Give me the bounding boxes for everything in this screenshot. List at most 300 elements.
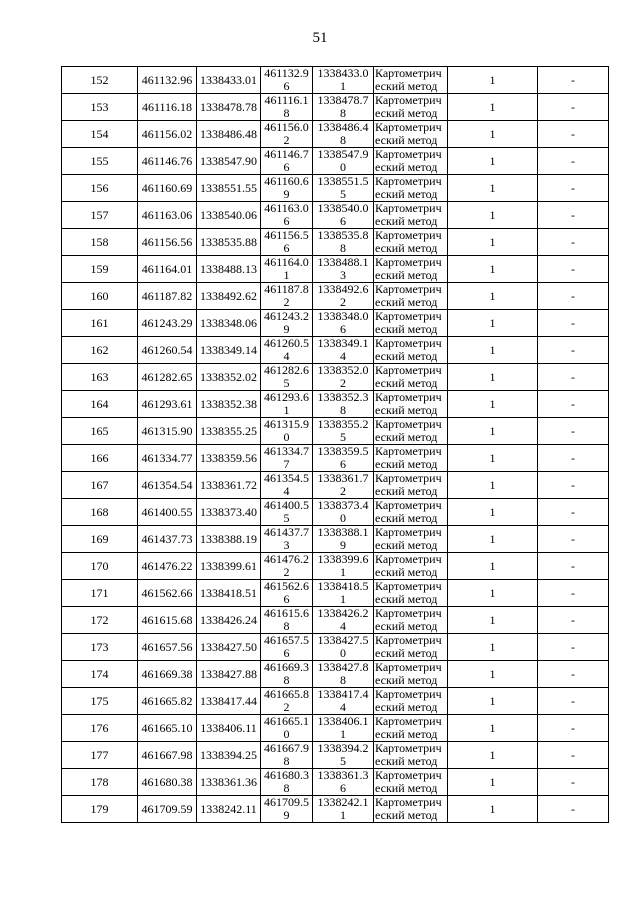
y-wrapped-line2: 9 <box>340 538 346 552</box>
x-coordinate-wrapped-cell <box>261 769 313 796</box>
method-cell <box>374 769 448 796</box>
point-number-cell: 157 <box>62 202 138 229</box>
y-coordinate-cell: 1338359.56 <box>197 445 261 472</box>
y-wrapped-line2: 1 <box>340 727 346 741</box>
method-line1: Картометрич <box>375 445 442 458</box>
table-row <box>62 121 609 148</box>
point-number-cell: 175 <box>62 688 138 715</box>
x-coordinate-cell: 461160.69 <box>138 175 197 202</box>
table-row <box>62 742 609 769</box>
y-wrapped-line1: 1338418.5 <box>317 580 369 593</box>
method-line1: Картометрич <box>375 715 442 728</box>
method-line2: еский метод <box>375 322 438 336</box>
note-cell: - <box>538 445 609 472</box>
y-coordinate-wrapped-cell <box>313 229 374 256</box>
y-wrapped-line1: 1338547.9 <box>317 148 369 161</box>
accuracy-cell: 1 <box>448 418 538 445</box>
x-wrapped-line2: 4 <box>283 484 290 498</box>
x-coordinate-cell: 461437.73 <box>138 526 197 553</box>
method-line1: Картометрич <box>375 661 442 674</box>
table-row <box>62 94 609 121</box>
note-cell: - <box>538 607 609 634</box>
y-coordinate-cell: 1338349.14 <box>197 337 261 364</box>
accuracy-cell: 1 <box>448 796 538 823</box>
y-wrapped-line1: 1338427.8 <box>317 661 369 674</box>
method-line2: еский метод <box>375 457 438 471</box>
x-coordinate-wrapped-cell <box>261 526 313 553</box>
method-line1: Картометрич <box>375 337 442 350</box>
point-number-cell: 156 <box>62 175 138 202</box>
y-wrapped-line2: 5 <box>340 187 346 201</box>
y-coordinate-wrapped-cell <box>313 715 374 742</box>
point-number-cell: 163 <box>62 364 138 391</box>
x-wrapped-line2: 5 <box>283 376 290 390</box>
y-wrapped-line2: 1 <box>340 592 346 606</box>
method-line1: Картометрич <box>375 229 442 242</box>
x-coordinate-cell: 461709.59 <box>138 796 197 823</box>
note-cell: - <box>538 148 609 175</box>
method-line1: Картометрич <box>375 148 442 161</box>
table-row <box>62 310 609 337</box>
y-coordinate-wrapped-cell <box>313 796 374 823</box>
note-cell: - <box>538 580 609 607</box>
method-line2: еский метод <box>375 511 438 525</box>
x-coordinate-cell: 461282.65 <box>138 364 197 391</box>
y-wrapped-line1: 1338426.2 <box>317 607 369 620</box>
method-cell <box>374 526 448 553</box>
x-coordinate-cell: 461116.18 <box>138 94 197 121</box>
y-coordinate-cell: 1338399.61 <box>197 553 261 580</box>
y-wrapped-line2: 4 <box>340 349 346 363</box>
y-coordinate-cell: 1338242.11 <box>197 796 261 823</box>
method-cell <box>374 94 448 121</box>
note-cell: - <box>538 67 609 94</box>
method-line1: Картометрич <box>375 580 442 593</box>
y-wrapped-line1: 1338540.0 <box>317 202 369 215</box>
x-coordinate-cell: 461260.54 <box>138 337 197 364</box>
x-coordinate-wrapped-cell <box>261 175 313 202</box>
x-wrapped-line1: 461657.5 <box>264 634 309 647</box>
method-line2: еский метод <box>375 133 438 147</box>
note-cell: - <box>538 310 609 337</box>
y-wrapped-line1: 1338399.6 <box>317 553 369 566</box>
y-wrapped-line1: 1338242.1 <box>317 796 369 809</box>
y-coordinate-cell: 1338540.06 <box>197 202 261 229</box>
x-wrapped-line1: 461400.5 <box>264 499 309 512</box>
y-coordinate-wrapped-cell <box>313 391 374 418</box>
x-coordinate-wrapped-cell <box>261 391 313 418</box>
method-line1: Картометрич <box>375 472 442 485</box>
x-coordinate-cell: 461354.54 <box>138 472 197 499</box>
x-wrapped-line1: 461615.6 <box>264 607 309 620</box>
x-wrapped-line1: 461160.6 <box>264 175 309 188</box>
x-coordinate-wrapped-cell <box>261 337 313 364</box>
y-wrapped-line1: 1338361.3 <box>317 769 369 782</box>
note-cell: - <box>538 337 609 364</box>
method-line1: Картометрич <box>375 391 442 404</box>
note-cell: - <box>538 364 609 391</box>
y-wrapped-line2: 0 <box>340 511 346 525</box>
y-coordinate-cell: 1338535.88 <box>197 229 261 256</box>
note-cell: - <box>538 418 609 445</box>
table-row <box>62 67 609 94</box>
x-coordinate-wrapped-cell <box>261 796 313 823</box>
x-wrapped-line1: 461146.7 <box>264 148 309 161</box>
y-coordinate-cell: 1338388.19 <box>197 526 261 553</box>
x-coordinate-wrapped-cell <box>261 94 313 121</box>
point-number-cell: 179 <box>62 796 138 823</box>
x-wrapped-line2: 0 <box>283 727 290 741</box>
method-line2: еский метод <box>375 781 438 795</box>
accuracy-cell: 1 <box>448 283 538 310</box>
x-coordinate-wrapped-cell <box>261 499 313 526</box>
point-number-cell: 176 <box>62 715 138 742</box>
table-row <box>62 715 609 742</box>
table-row <box>62 229 609 256</box>
x-coordinate-cell: 461243.29 <box>138 310 197 337</box>
accuracy-cell: 1 <box>448 94 538 121</box>
y-wrapped-line1: 1338551.5 <box>317 175 369 188</box>
page-number: 51 <box>312 30 328 46</box>
y-wrapped-line2: 6 <box>340 781 346 795</box>
x-wrapped-line1: 461243.2 <box>264 310 309 323</box>
y-wrapped-line1: 1338535.8 <box>317 229 369 242</box>
y-coordinate-wrapped-cell <box>313 202 374 229</box>
method-line1: Картометрич <box>375 364 442 377</box>
method-line2: еский метод <box>375 106 438 120</box>
accuracy-cell: 1 <box>448 391 538 418</box>
y-coordinate-wrapped-cell <box>313 634 374 661</box>
y-wrapped-line1: 1338388.1 <box>317 526 369 539</box>
table-row <box>62 337 609 364</box>
note-cell: - <box>538 769 609 796</box>
table-row <box>62 283 609 310</box>
x-coordinate-cell: 461293.61 <box>138 391 197 418</box>
point-number-cell: 166 <box>62 445 138 472</box>
x-wrapped-line2: 6 <box>283 241 290 255</box>
y-coordinate-wrapped-cell <box>313 445 374 472</box>
x-coordinate-cell: 461562.66 <box>138 580 197 607</box>
table-row <box>62 526 609 553</box>
y-wrapped-line2: 8 <box>340 133 346 147</box>
x-wrapped-line1: 461163.0 <box>264 202 309 215</box>
y-coordinate-cell: 1338373.40 <box>197 499 261 526</box>
method-line1: Картометрич <box>375 769 442 782</box>
y-wrapped-line2: 6 <box>340 214 346 228</box>
method-line2: еский метод <box>375 754 438 768</box>
y-coordinate-wrapped-cell <box>313 256 374 283</box>
y-coordinate-wrapped-cell <box>313 337 374 364</box>
accuracy-cell: 1 <box>448 445 538 472</box>
x-wrapped-line2: 8 <box>283 106 290 120</box>
method-line2: еский метод <box>375 592 438 606</box>
x-wrapped-line2: 3 <box>283 538 290 552</box>
y-coordinate-cell: 1338426.24 <box>197 607 261 634</box>
y-coordinate-wrapped-cell <box>313 553 374 580</box>
method-line2: еский метод <box>375 727 438 741</box>
method-cell <box>374 283 448 310</box>
method-line2: еский метод <box>375 430 438 444</box>
method-cell <box>374 688 448 715</box>
y-wrapped-line2: 8 <box>340 106 346 120</box>
point-number-cell: 177 <box>62 742 138 769</box>
y-coordinate-cell: 1338352.38 <box>197 391 261 418</box>
note-cell: - <box>538 742 609 769</box>
method-line2: еский метод <box>375 187 438 201</box>
x-coordinate-wrapped-cell <box>261 472 313 499</box>
method-cell <box>374 742 448 769</box>
method-cell <box>374 364 448 391</box>
accuracy-cell: 1 <box>448 256 538 283</box>
table-row <box>62 202 609 229</box>
x-coordinate-wrapped-cell <box>261 688 313 715</box>
accuracy-cell: 1 <box>448 202 538 229</box>
x-coordinate-cell: 461400.55 <box>138 499 197 526</box>
x-wrapped-line2: 8 <box>283 673 290 687</box>
table-row <box>62 472 609 499</box>
method-line1: Картометрич <box>375 256 442 269</box>
method-line1: Картометрич <box>375 796 442 809</box>
accuracy-cell: 1 <box>448 715 538 742</box>
table-body <box>62 67 609 823</box>
y-coordinate-cell: 1338352.02 <box>197 364 261 391</box>
y-coordinate-wrapped-cell <box>313 742 374 769</box>
y-coordinate-wrapped-cell <box>313 769 374 796</box>
x-wrapped-line1: 461187.8 <box>264 283 309 296</box>
y-wrapped-line1: 1338406.1 <box>317 715 369 728</box>
y-wrapped-line2: 1 <box>340 565 346 579</box>
x-coordinate-cell: 461680.38 <box>138 769 197 796</box>
x-wrapped-line1: 461669.3 <box>264 661 309 674</box>
x-coordinate-wrapped-cell <box>261 418 313 445</box>
method-line2: еский метод <box>375 79 438 93</box>
method-line2: еский метод <box>375 700 438 714</box>
y-wrapped-line1: 1338352.3 <box>317 391 369 404</box>
y-wrapped-line2: 2 <box>340 484 346 498</box>
accuracy-cell: 1 <box>448 607 538 634</box>
accuracy-cell: 1 <box>448 580 538 607</box>
y-coordinate-cell: 1338427.88 <box>197 661 261 688</box>
x-coordinate-wrapped-cell <box>261 121 313 148</box>
x-coordinate-cell: 461146.76 <box>138 148 197 175</box>
method-line1: Картометрич <box>375 67 442 80</box>
note-cell: - <box>538 661 609 688</box>
method-line1: Картометрич <box>375 688 442 701</box>
x-coordinate-wrapped-cell <box>261 148 313 175</box>
x-coordinate-cell: 461156.56 <box>138 229 197 256</box>
x-wrapped-line2: 6 <box>283 214 290 228</box>
y-wrapped-line2: 8 <box>340 403 346 417</box>
y-wrapped-line2: 4 <box>340 700 346 714</box>
x-coordinate-wrapped-cell <box>261 607 313 634</box>
accuracy-cell: 1 <box>448 337 538 364</box>
y-coordinate-cell: 1338478.78 <box>197 94 261 121</box>
method-line1: Картометрич <box>375 121 442 134</box>
x-coordinate-wrapped-cell <box>261 229 313 256</box>
y-wrapped-line1: 1338348.0 <box>317 310 369 323</box>
method-line2: еский метод <box>375 376 438 390</box>
y-coordinate-cell: 1338427.50 <box>197 634 261 661</box>
y-coordinate-wrapped-cell <box>313 283 374 310</box>
point-number-cell: 159 <box>62 256 138 283</box>
x-wrapped-line2: 1 <box>283 268 290 282</box>
point-number-cell: 160 <box>62 283 138 310</box>
point-number-cell: 178 <box>62 769 138 796</box>
y-wrapped-line2: 1 <box>340 79 346 93</box>
note-cell: - <box>538 688 609 715</box>
x-coordinate-cell: 461665.82 <box>138 688 197 715</box>
y-coordinate-cell: 1338361.36 <box>197 769 261 796</box>
x-wrapped-line1: 461476.2 <box>264 553 309 566</box>
x-wrapped-line1: 461116.1 <box>264 94 309 107</box>
method-cell <box>374 337 448 364</box>
x-wrapped-line2: 1 <box>283 403 290 417</box>
accuracy-cell: 1 <box>448 121 538 148</box>
y-coordinate-cell: 1338348.06 <box>197 310 261 337</box>
x-coordinate-cell: 461132.96 <box>138 67 197 94</box>
y-coordinate-wrapped-cell <box>313 688 374 715</box>
x-coordinate-cell: 461667.98 <box>138 742 197 769</box>
method-cell <box>374 175 448 202</box>
method-line1: Картометрич <box>375 607 442 620</box>
point-number-cell: 158 <box>62 229 138 256</box>
y-coordinate-cell: 1338492.62 <box>197 283 261 310</box>
note-cell: - <box>538 391 609 418</box>
method-line1: Картометрич <box>375 634 442 647</box>
method-cell <box>374 472 448 499</box>
x-coordinate-cell: 461163.06 <box>138 202 197 229</box>
method-cell <box>374 229 448 256</box>
method-line1: Картометрич <box>375 742 442 755</box>
y-wrapped-line2: 5 <box>340 754 346 768</box>
method-line2: еский метод <box>375 484 438 498</box>
y-coordinate-cell: 1338547.90 <box>197 148 261 175</box>
x-coordinate-wrapped-cell <box>261 634 313 661</box>
y-wrapped-line2: 8 <box>340 673 346 687</box>
y-coordinate-cell: 1338433.01 <box>197 67 261 94</box>
note-cell: - <box>538 499 609 526</box>
point-number-cell: 165 <box>62 418 138 445</box>
method-line2: еский метод <box>375 349 438 363</box>
y-wrapped-line1: 1338417.4 <box>317 688 369 701</box>
y-wrapped-line2: 0 <box>340 160 346 174</box>
method-line1: Картометрич <box>375 499 442 512</box>
y-wrapped-line1: 1338492.6 <box>317 283 369 296</box>
x-wrapped-line2: 2 <box>283 700 290 714</box>
x-wrapped-line1: 461665.8 <box>264 688 309 701</box>
y-coordinate-cell: 1338361.72 <box>197 472 261 499</box>
method-cell <box>374 121 448 148</box>
point-number-cell: 172 <box>62 607 138 634</box>
y-wrapped-line1: 1338355.2 <box>317 418 369 431</box>
method-cell <box>374 202 448 229</box>
y-coordinate-wrapped-cell <box>313 418 374 445</box>
y-coordinate-wrapped-cell <box>313 94 374 121</box>
table-row <box>62 553 609 580</box>
table-row <box>62 796 609 823</box>
x-wrapped-line1: 461667.9 <box>264 742 309 755</box>
accuracy-cell: 1 <box>448 742 538 769</box>
note-cell: - <box>538 472 609 499</box>
method-line2: еский метод <box>375 646 438 660</box>
y-wrapped-line2: 3 <box>340 268 346 282</box>
x-coordinate-cell: 461615.68 <box>138 607 197 634</box>
y-coordinate-wrapped-cell <box>313 175 374 202</box>
x-coordinate-cell: 461187.82 <box>138 283 197 310</box>
method-line1: Картометрич <box>375 175 442 188</box>
point-number-cell: 167 <box>62 472 138 499</box>
method-cell <box>374 148 448 175</box>
note-cell: - <box>538 634 609 661</box>
y-coordinate-wrapped-cell <box>313 580 374 607</box>
y-wrapped-line2: 8 <box>340 241 346 255</box>
coordinates-table <box>61 66 609 823</box>
point-number-cell: 155 <box>62 148 138 175</box>
method-cell <box>374 580 448 607</box>
x-wrapped-line2: 6 <box>283 592 290 606</box>
x-wrapped-line1: 461680.3 <box>264 769 309 782</box>
note-cell: - <box>538 796 609 823</box>
point-number-cell: 169 <box>62 526 138 553</box>
y-wrapped-line1: 1338433.0 <box>317 67 369 80</box>
point-number-cell: 154 <box>62 121 138 148</box>
y-wrapped-line1: 1338478.7 <box>317 94 369 107</box>
method-line2: еский метод <box>375 268 438 282</box>
y-wrapped-line2: 6 <box>340 322 346 336</box>
table-row <box>62 499 609 526</box>
table-row <box>62 256 609 283</box>
x-wrapped-line1: 461665.1 <box>264 715 309 728</box>
x-coordinate-wrapped-cell <box>261 445 313 472</box>
y-coordinate-wrapped-cell <box>313 607 374 634</box>
point-number-cell: 164 <box>62 391 138 418</box>
x-wrapped-line1: 461282.6 <box>264 364 309 377</box>
x-coordinate-cell: 461665.10 <box>138 715 197 742</box>
method-cell <box>374 391 448 418</box>
accuracy-cell: 1 <box>448 688 538 715</box>
y-wrapped-line2: 6 <box>340 457 346 471</box>
x-coordinate-wrapped-cell <box>261 715 313 742</box>
x-wrapped-line1: 461164.0 <box>264 256 309 269</box>
point-number-cell: 168 <box>62 499 138 526</box>
y-coordinate-wrapped-cell <box>313 661 374 688</box>
y-wrapped-line2: 0 <box>340 646 346 660</box>
x-wrapped-line1: 461260.5 <box>264 337 309 350</box>
y-coordinate-cell: 1338486.48 <box>197 121 261 148</box>
accuracy-cell: 1 <box>448 499 538 526</box>
y-coordinate-cell: 1338355.25 <box>197 418 261 445</box>
method-line1: Картометрич <box>375 553 442 566</box>
x-wrapped-line1: 461315.9 <box>264 418 309 431</box>
method-cell <box>374 607 448 634</box>
x-wrapped-line1: 461156.5 <box>264 229 309 242</box>
x-wrapped-line2: 2 <box>283 133 290 147</box>
table-row <box>62 769 609 796</box>
method-line1: Картометрич <box>375 202 442 215</box>
accuracy-cell: 1 <box>448 175 538 202</box>
accuracy-cell: 1 <box>448 661 538 688</box>
x-wrapped-line2: 9 <box>283 322 290 336</box>
accuracy-cell: 1 <box>448 310 538 337</box>
y-wrapped-line1: 1338349.1 <box>317 337 369 350</box>
table-row <box>62 688 609 715</box>
x-wrapped-line2: 8 <box>283 619 290 633</box>
y-coordinate-cell: 1338551.55 <box>197 175 261 202</box>
point-number-cell: 152 <box>62 67 138 94</box>
method-line1: Картометрич <box>375 283 442 296</box>
y-coordinate-cell: 1338417.44 <box>197 688 261 715</box>
y-coordinate-wrapped-cell <box>313 148 374 175</box>
